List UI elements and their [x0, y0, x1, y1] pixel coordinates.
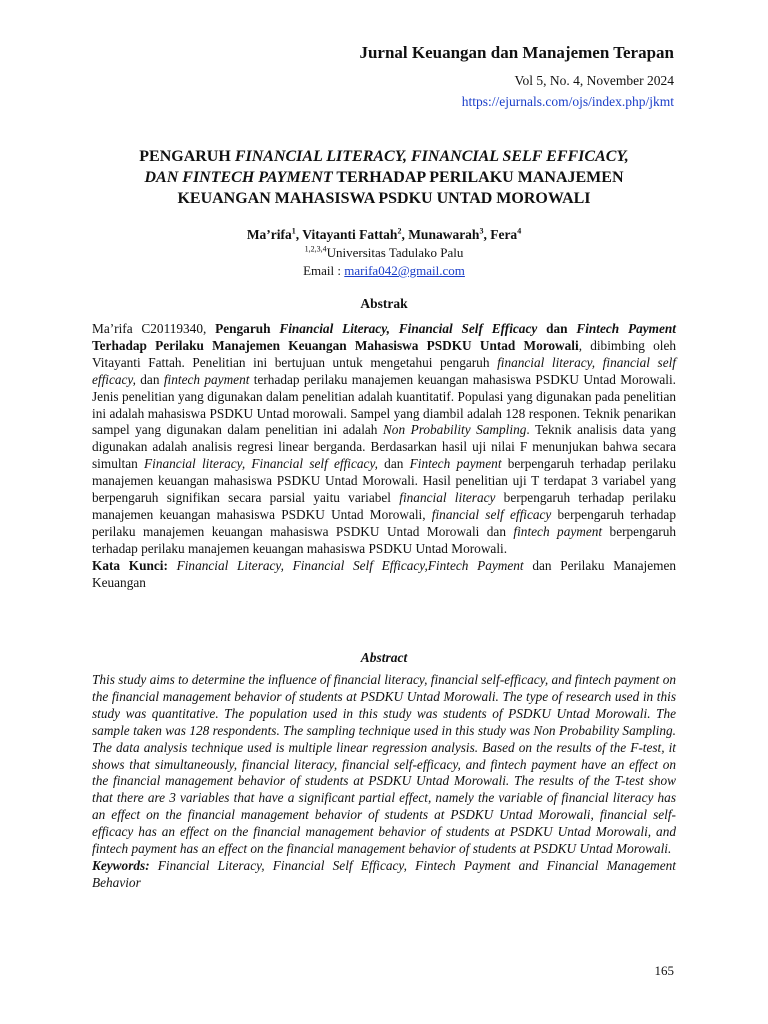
email-line — [92, 262, 676, 280]
abstrak-text-italic: fintech payment — [513, 523, 603, 539]
author-name: , Vitayanti Fattah — [295, 227, 398, 242]
abstrak-text: berpengaruh terhadap perilaku manajemen keuangan mahasiswa PSDKU Untad Morowali. — [92, 523, 677, 556]
journal-url-link[interactable]: https://ejurnals.com/ojs/index.php/jkmt — [461, 94, 674, 109]
affiliation — [92, 244, 676, 262]
abstrak-text: berpengaruh terhadap perilaku manajemen keuangan mahasiswa PSDKU Untad Morowali, — [92, 490, 676, 522]
abstrak-text: . Teknik analisis data yang digunakan adalah analisis regresi linear berganda. Berdasarkan hasil uji nilai F menunjukan bahwa secara simultan — [92, 422, 676, 472]
keywords-text: Financial Literacy, Financial Self Efficacy, Fintech Payment and Financial Management Behavior — [92, 857, 676, 890]
kata-kunci — [92, 558, 676, 592]
title-part: PENGARUH — [139, 148, 235, 165]
abstrak-text: dan — [135, 371, 164, 387]
affiliation-name: Universitas Tadulako Palu — [326, 245, 464, 260]
abstrak-text-bold-italic: Fintech Payment — [576, 321, 676, 336]
abstrak-text: berpengaruh terhadap perilaku manajemen keuangan mahasiswa PSDKU Untad Morowali dan — [92, 506, 676, 539]
author-name: , Fera — [483, 227, 518, 242]
abstrak-text-italic: financial literacy, financial self efficacy, — [92, 354, 676, 387]
author-list — [92, 226, 676, 244]
author-name: Ma’rifa — [246, 227, 292, 242]
abstrak-text-italic: fintech payment — [163, 371, 250, 387]
abstract-text: This study aims to determine the influence of financial literacy, financial self-efficacy, and fintech payment on the financial management behavior of students at PSDKU Untad Morowali. The type of research used in this study was quantitative. The population used in this study was students of PSDKU Untad Morowali. The sample taken was 128 respondents. The sampling technique used in this study was Non Probability Sampling. The data analysis technique used is multiple linear regression analysis. Based on the results of the F-test, it shows that simultaneously, financial literacy, financial self-efficacy, and fintech payment have an effect on the financial management behavior of students at PSDKU Untad Morowali. The results of the T-test show that there are 3 variables that have a significant partial effect, namely the variable of financial literacy has an effect on the financial management behavior of students at PSDKU Untad Morowali, financial self-efficacy has an effect on the financial management behavior of students at PSDKU Untad Morowali, and fintech payment has an effect on the financial management behavior of students at PSDKU Untad Morowali. — [92, 672, 676, 857]
abstrak-text: berpengaruh terhadap perilaku manajemen keuangan mahasiswa PSDKU Untad Morowali. Hasil penelitian uji T terdapat 3 variabel yang berpengaruh signifikan secara parsial yaitu variabel — [92, 456, 676, 506]
abstrak-body — [92, 321, 676, 592]
kata-kunci-italic: Financial Literacy, Financial Self Efficacy,Fintech Payment — [167, 557, 524, 573]
abstrak-text: dan — [377, 456, 410, 472]
journal-title: Jurnal Keuangan dan Manajemen Terapan — [359, 43, 674, 62]
abstrak-text-bold: Pengaruh — [215, 321, 280, 336]
title-part: TERHADAP PERILAKU MANAJEMEN — [332, 169, 624, 186]
abstrak-heading: Abstrak — [360, 296, 408, 311]
email-label: Email : — [303, 263, 345, 278]
keywords-label: Keywords: — [92, 857, 150, 873]
abstrak-text-italic: financial self efficacy — [431, 506, 552, 522]
paper-title — [92, 146, 676, 209]
affiliation-sup: 1,2,3,4 — [304, 244, 327, 254]
title-part-italic: DAN FINTECH PAYMENT — [144, 169, 333, 186]
keywords — [92, 858, 676, 892]
author-sup: 2 — [397, 226, 402, 236]
abstract-body — [92, 672, 676, 892]
author-sup: 4 — [517, 226, 522, 236]
title-part-italic: FINANCIAL LITERACY, FINANCIAL SELF EFFICACY, — [234, 148, 629, 165]
abstrak-text: Ma’rifa C20119340, — [92, 321, 216, 336]
author-name: , Munawarah — [401, 227, 480, 242]
abstrak-text-italic: Non Probability Sampling — [382, 422, 527, 438]
abstrak-text-italic: financial literacy — [399, 490, 496, 506]
abstrak-text-italic: Financial literacy, Financial self efficacy, — [144, 456, 378, 472]
email-link[interactable]: marifa042@gmail.com — [344, 263, 465, 278]
journal-volume: Vol 5, No. 4, November 2024 — [514, 73, 674, 88]
kata-kunci-text: dan Perilaku Manajemen Keuangan — [92, 557, 676, 590]
journal-header — [359, 42, 674, 112]
title-part: KEUANGAN MAHASISWA PSDKU UNTAD MOROWALI — [177, 190, 591, 207]
abstrak-text: , dibimbing oleh Vitayanti Fattah. Penelitian ini bertujuan untuk mengetahui pengaruh — [92, 337, 676, 370]
abstrak-text-bold-italic: Financial Literacy, Financial Self Efficacy — [279, 321, 538, 336]
author-sup: 1 — [291, 226, 296, 236]
author-sup: 3 — [479, 226, 484, 236]
abstrak-text-bold: Terhadap Perilaku Manajemen Keuangan Mahasiswa PSDKU Untad Morowali — [92, 337, 579, 353]
page-number: 165 — [654, 963, 674, 978]
abstract-heading: Abstract — [360, 650, 408, 665]
abstrak-text-bold: dan — [537, 321, 577, 336]
abstrak-text: terhadap perilaku manajemen keuangan mahasiswa PSDKU Untad Morowali. Jenis penelitian yang digunakan dalam penelitian adalah kuantitatif. Populasi yang digunakan pada penelitian ini adalah mahasiswa PSDKU Untad morowali. Sampel yang diambil adalah 128 responen. Teknik penarikan sampel yang digunakan dalam penelitian ini adalah — [92, 371, 676, 438]
kata-kunci-label: Kata Kunci: — [92, 557, 168, 573]
abstrak-text-italic: Fintech payment — [409, 456, 502, 472]
